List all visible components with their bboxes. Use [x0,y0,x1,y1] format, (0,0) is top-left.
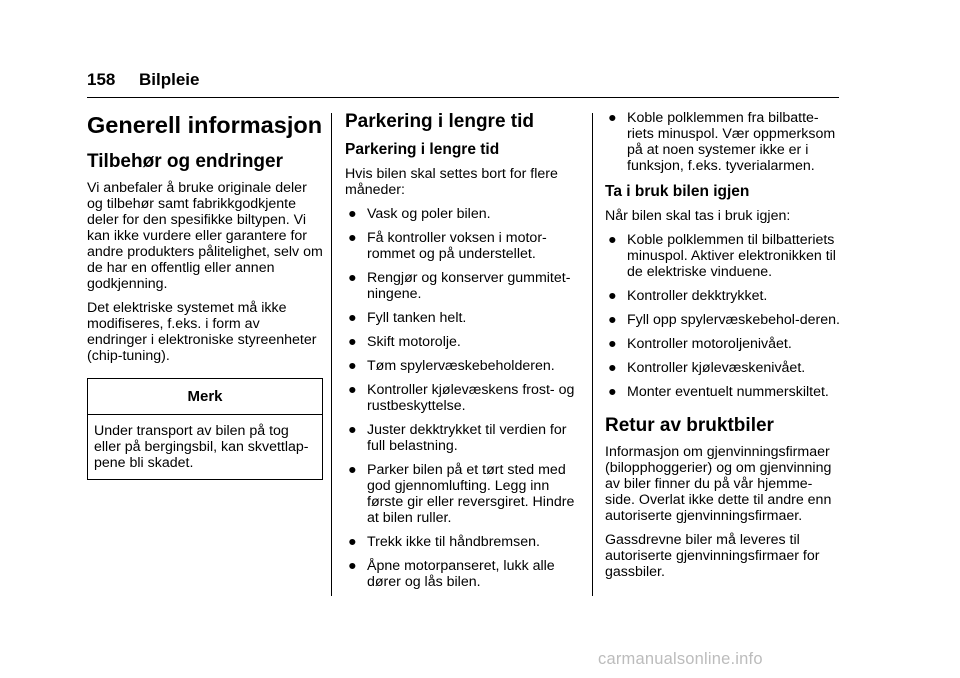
bullet-icon: ● [348,558,357,574]
section-name: Bilpleie [139,70,200,89]
list-item [345,358,580,374]
list-item [605,336,841,352]
list-item [605,312,841,328]
note-box [87,378,323,480]
paragraph: Informasjon om gjenvinningsfirmaer (bilopphoggerier) og om gjenvinning av biler finner du på vår hjemme-side. Overlat ikke dette til andre enn autoriserte gjenvinningsfirmaer. [605,444,832,524]
note-body: Under transport av bilen på tog eller på bergingsbil, kan skvettlap-pene bli skadet. [94,423,309,471]
list-item-text: Skift motorolje. [367,334,461,350]
list-item [605,288,841,304]
bullet-icon: ● [608,110,617,126]
bullet-icon: ● [348,270,357,286]
list-item [345,382,580,414]
bullet-icon: ● [608,232,617,248]
intro-text: Hvis bilen skal settes bort for flere måneder: [345,166,558,198]
list-item-text: Kontroller kjølevæskenivået. [627,360,806,376]
bullet-icon: ● [608,384,617,400]
bullet-icon: ● [348,334,357,350]
list-item [345,270,580,302]
list-item [605,232,841,280]
watermark-text: carmanualsonline.info [598,650,763,668]
section-title-parking: Parkering i lengre tid [345,111,534,132]
bullet-icon: ● [348,422,357,438]
bullet-icon: ● [348,358,357,374]
list-item [605,360,841,376]
section-title-return: Retur av bruktbiler [605,415,774,436]
list-item [605,110,841,174]
list-item-text: Tøm spylervæskebeholderen. [367,358,555,374]
column-divider-2 [592,113,593,596]
list-item-text: Åpne motorpanseret, lukk alle dører og lås bilen. [367,558,555,590]
list-item-text: Koble polklemmen til bilbatteriets minuspol. Aktiver elektronikken til de elektriske vinduene. [627,232,836,280]
list-item-text: Få kontroller voksen i motor-rommet og på understellet. [367,230,547,262]
subsection-title-parking: Parkering i lengre tid [345,141,500,158]
bullet-icon: ● [608,360,617,376]
bullet-icon: ● [608,288,617,304]
parking-checklist-continued [605,110,841,174]
list-item-text: Kontroller kjølevæskens frost- og rustbeskyttelse. [367,382,575,414]
column-divider-1 [331,113,332,596]
list-item [345,534,580,550]
bullet-icon: ● [608,312,617,328]
bullet-icon: ● [348,534,357,550]
list-item-text: Fyll tanken helt. [367,310,467,326]
paragraph: Det elektriske systemet må ikke modifiseres, f.eks. i form av endringer i elektroniske styreenheter (chip-tuning). [87,300,317,364]
list-item [345,206,580,222]
chapter-title: Generell informasjon [87,112,323,138]
bullet-icon: ● [348,462,357,478]
list-item [345,422,580,454]
list-item-text: Rengjør og konserver gummitet-ningene. [367,270,571,302]
bullet-icon: ● [348,206,357,222]
list-item [605,384,841,400]
reuse-checklist [605,232,841,400]
list-item [345,310,580,326]
list-item-text: Kontroller dekktrykket. [627,288,768,304]
list-item-text: Monter eventuelt nummerskiltet. [627,384,829,400]
column-1 [87,110,323,480]
column-3 [605,110,841,588]
list-item-text: Fyll opp spylervæskebehol-deren. [627,312,840,328]
paragraph: Vi anbefaler å bruke originale deler og tilbehør samt fabrikkgodkjente deler for den spesifikke biltypen. Vi kan ikke vurdere eller garantere for andre produkters pålitelighet, selv om de har en offentlig eller annen godkjenning. [87,180,323,292]
list-item [345,230,580,262]
bullet-icon: ● [608,336,617,352]
header-rule [87,97,839,98]
list-item-text: Juster dekktrykket til verdien for full belastning. [367,422,567,454]
list-item [345,462,580,526]
subsection-title-reuse: Ta i bruk bilen igjen [605,183,750,200]
page-header [87,70,199,90]
list-item-text: Kontroller motoroljenivået. [627,336,792,352]
page-number: 158 [87,70,116,89]
parking-checklist [345,206,580,590]
list-item-text: Trekk ikke til håndbremsen. [367,534,540,550]
list-item-text: Vask og poler bilen. [367,206,491,222]
section-title-accessories: Tilbehør og endringer [87,151,283,172]
note-title: Merk [88,379,322,415]
list-item [345,334,580,350]
bullet-icon: ● [348,382,357,398]
bullet-icon: ● [348,310,357,326]
list-item-text: Koble polklemmen fra bilbatte-riets minuspol. Vær oppmerksom på at noen systemer ikke er i funksjon, f.eks. tyverialarmen. [627,110,836,174]
column-2 [345,110,580,598]
list-item-text: Parker bilen på et tørt sted med god gjennomlufting. Legg inn første gir eller reversgiret. Hindre at bilen ruller. [367,462,575,526]
bullet-icon: ● [348,230,357,246]
list-item [345,558,580,590]
intro-text: Når bilen skal tas i bruk igjen: [605,208,791,224]
paragraph: Gassdrevne biler må leveres til autoriserte gjenvinningsfirmaer for gassbiler. [605,532,820,580]
